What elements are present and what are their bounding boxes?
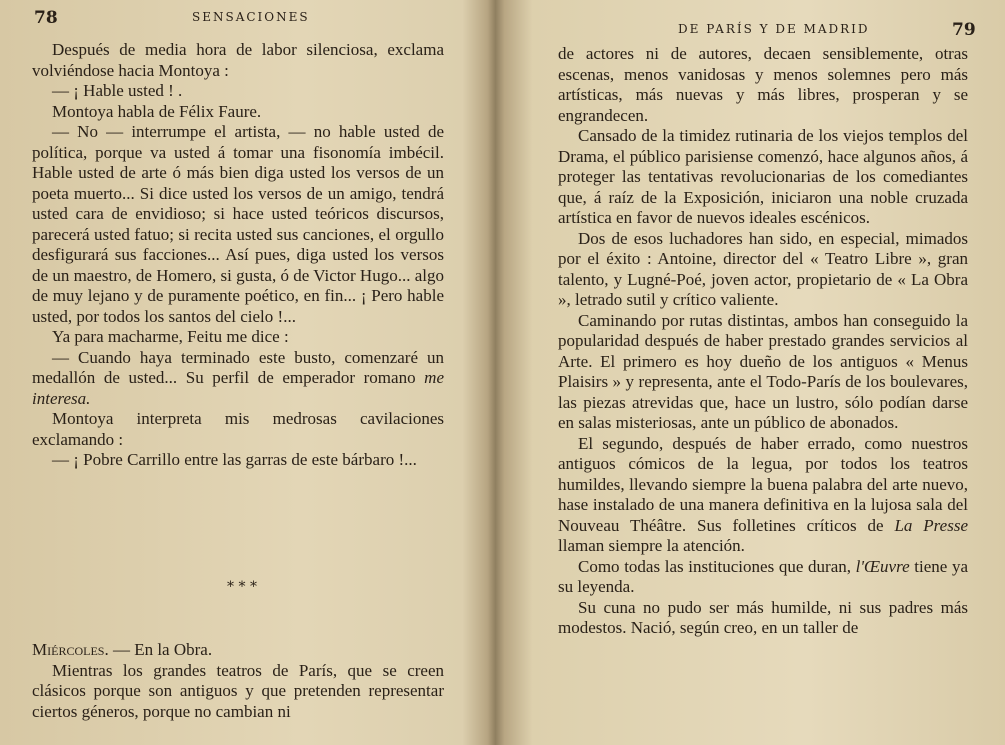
paragraph-with-italic [558, 434, 968, 557]
page-number-right: 79 [952, 20, 976, 40]
paragraph: de actores ni de autores, decaen sensiblemente, otras escenas, menos vanidosas y menos solemnes pero más artísticas, más nuevas y más libres, prosperan y se engrandecen. [558, 44, 968, 125]
paragraph-with-italic [32, 348, 444, 410]
italic-title: La Presse [894, 515, 968, 535]
right-page [500, 0, 1005, 745]
paragraph: — No — interrumpe el artista, — no hable usted de política, porque va usted á tomar una fisonomía imbécil. Hable usted de arte ó más bien diga usted los versos de un poeta muerto... Si dice usted los versos de un amigo, tendrá usted cara de envidioso; si hace usted teóricos discursos, parecerá usted fatuo; si recita usted sus canciones, el orgullo desfigurará sus facciones... Así pues, diga usted los versos de un maestro, de Homero, si gusta, ó de Victor Hugo... algo de muy lejano y de puramente poético, en fin... ¡ Pero hable usted, por todos los santos del cielo !... [32, 122, 444, 326]
running-header-left: SENSACIONES [192, 10, 310, 24]
paragraph: Ya para macharme, Feitu me dice : [52, 327, 289, 346]
section-label: Miércoles. [32, 640, 109, 659]
paragraph-text: tiene ya su leyenda. [558, 556, 968, 596]
italic-phrase: me interesa. [32, 368, 444, 408]
paragraph-text: — Cuando haya terminado este busto, comenzaré un medallón de usted... Su perfil de emperador romano [32, 347, 444, 387]
paragraph: Montoya interpreta mis medrosas cavilaciones exclamando : [32, 409, 444, 449]
paragraph: — ¡ Pobre Carrillo entre las garras de este bárbaro !... [52, 450, 417, 469]
paragraph-text: El segundo, después de haber errado, como nuestros antiguos cómicos de la legua, por todos los teatros humildes, llevando siempre la buena palabra del arte nuevo, hase instalado de una manera definitiva en la lujosa sala del Nouveau Théâtre. Sus folletines críticos de [558, 433, 968, 535]
section-heading [32, 640, 444, 661]
paragraph: Caminando por rutas distintas, ambos han conseguido la popularidad después de haber prestado grandes servicios al Arte. El primero es hoy dueño de los antiguos « Menus Plaisirs » y representa, ante el Todo-París de los boulevares, las piezas atrevidas que, hace un lustro, sólo podían darse en salas misteriosas, ante un público de abonados. [558, 310, 968, 432]
paragraph: Después de media hora de labor silenciosa, exclama volviéndose hacia Montoya : [32, 40, 444, 80]
right-body [558, 44, 968, 639]
page-number-left: 78 [34, 8, 58, 28]
left-page [0, 0, 490, 745]
paragraph: Cansado de la timidez rutinaria de los viejos templos del Drama, el público parisiense comenzó, hace algunos años, á proteger las tentativas revolucionarias de los comediantes que, á raíz de la Exposición, iniciaron una noble cruzada artística en favor de nuevos ideales escénicos. [558, 126, 968, 227]
running-header-right: DE PARÍS Y DE MADRID [678, 22, 870, 36]
paragraph-text: llaman siempre la atención. [558, 536, 745, 555]
section-stars: * * * [227, 579, 257, 595]
paragraph: Montoya habla de Félix Faure. [52, 101, 262, 121]
paragraph: Mientras los grandes teatros de París, que se creen clásicos porque son antiguos y que pretenden representar ciertos géneros, porque no cambian ni [32, 660, 444, 721]
italic-title: l'Œuvre [855, 556, 910, 576]
paragraph: — ¡ Hable usted ! . [52, 81, 183, 100]
left-section [32, 640, 444, 722]
paragraph-with-italic [558, 557, 968, 598]
left-body [32, 40, 444, 471]
paragraph-text: Como todas las instituciones que duran, [578, 556, 856, 576]
section-text: — En la Obra. [108, 640, 213, 659]
paragraph: Su cuna no pudo ser más humilde, ni sus padres más modestos. Nació, según creo, en un taller de [558, 597, 968, 637]
paragraph: Dos de esos luchadores han sido, en especial, mimados por el éxito : Antoine, director del « Teatro Libre », gran talento, y Lugné-Poé, joven actor, propietario de « La Obra », letrado sutil y crítico valiente. [558, 228, 968, 309]
